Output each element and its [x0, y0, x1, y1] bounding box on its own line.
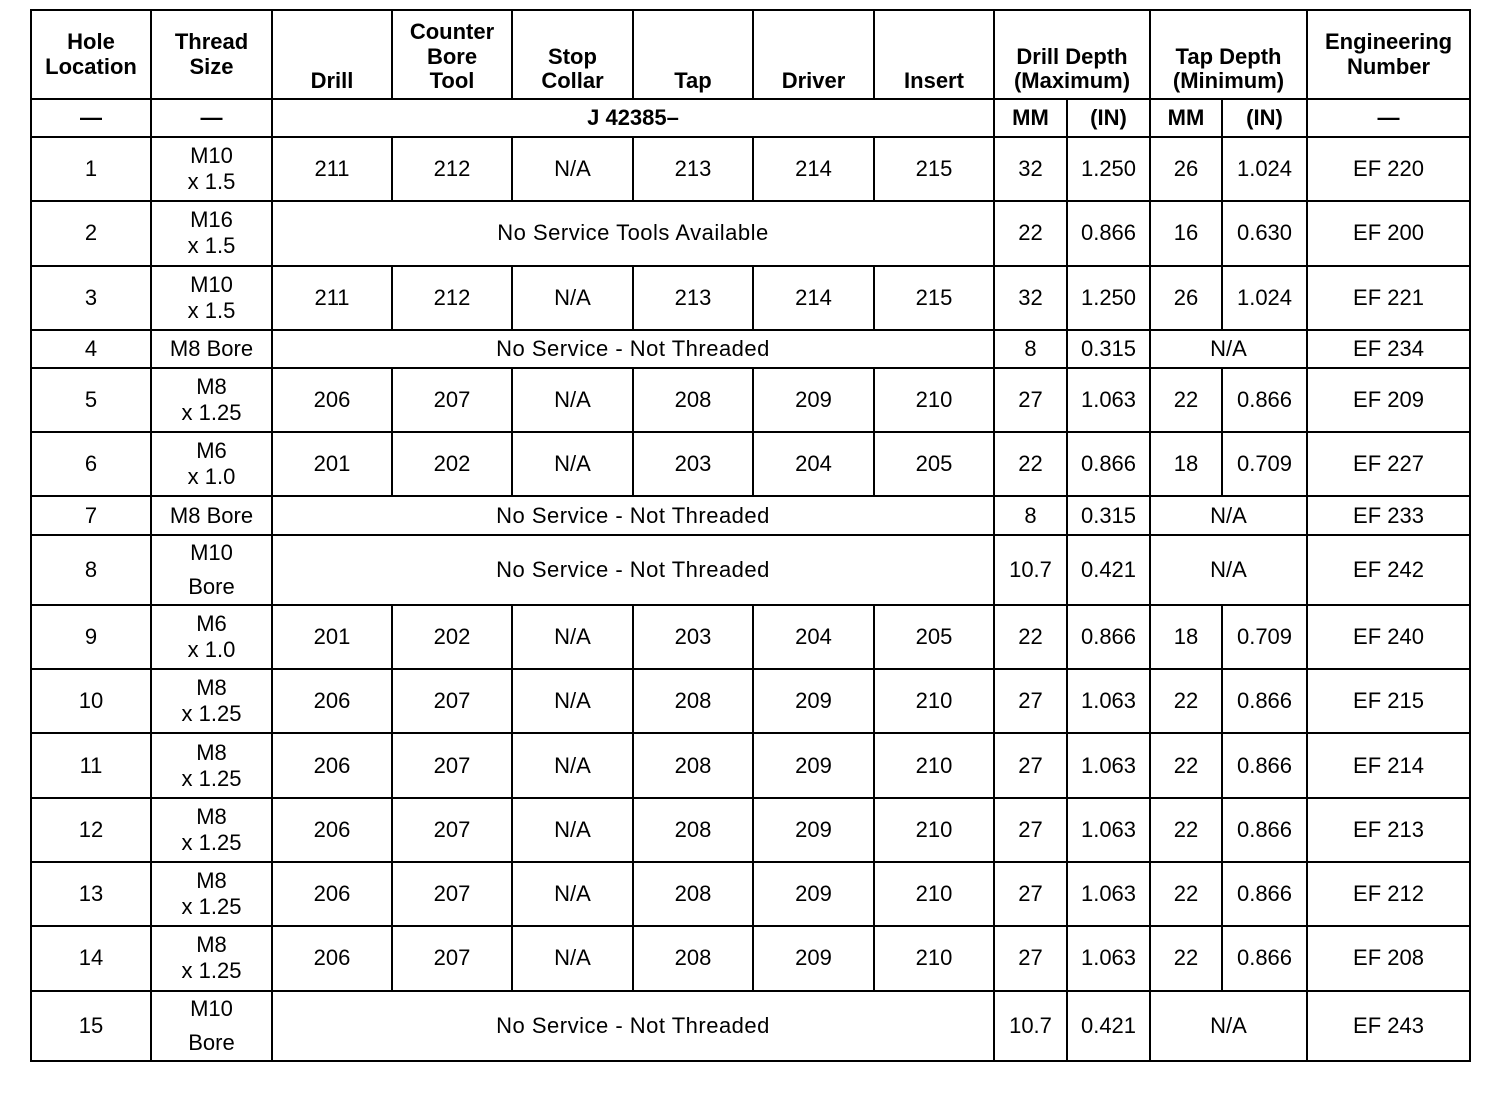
thread-size-cell [151, 330, 272, 368]
tap-depth-mm-cell: 22 [1150, 862, 1222, 926]
hole-location-cell: 6 [31, 432, 151, 496]
unit-tap-depth-mm: MM [1150, 99, 1222, 137]
stop-collar-cell: N/A [512, 432, 633, 496]
hole-location-cell: 7 [31, 496, 151, 534]
drill-depth-in-cell: 0.315 [1067, 330, 1150, 368]
thread-size-cell [151, 605, 272, 669]
thread-repair-table [30, 9, 1471, 1062]
tap-depth-in-cell: 0.866 [1222, 368, 1307, 432]
hole-location-cell: 10 [31, 669, 151, 733]
hole-location-cell: 13 [31, 862, 151, 926]
tool-number-prefix: J 42385– [272, 99, 994, 137]
hole-location-cell: 11 [31, 733, 151, 797]
drill-cell: 206 [272, 862, 392, 926]
engineering-number-cell: EF 221 [1307, 266, 1470, 330]
tap-depth-na-cell: N/A [1150, 330, 1307, 368]
table-row [31, 926, 1470, 990]
tap-depth-mm-cell: 22 [1150, 669, 1222, 733]
stop-collar-cell: N/A [512, 605, 633, 669]
drill-depth-in-cell: 0.421 [1067, 535, 1150, 605]
drill-depth-in-cell: 1.250 [1067, 137, 1150, 201]
hole-location-cell: 14 [31, 926, 151, 990]
stop-collar-cell: N/A [512, 137, 633, 201]
hole-location-cell: 9 [31, 605, 151, 669]
unit-thread-size: — [151, 99, 272, 137]
unit-tap-depth-in: (IN) [1222, 99, 1307, 137]
drill-depth-mm-cell: 27 [994, 862, 1067, 926]
units-row [31, 99, 1470, 137]
tap-depth-mm-cell: 16 [1150, 201, 1222, 265]
tap-cell: 213 [633, 137, 753, 201]
thread-size-line: M8 [196, 675, 227, 701]
driver-cell: 209 [753, 669, 874, 733]
drill-depth-in-cell: 1.063 [1067, 733, 1150, 797]
drill-depth-mm-cell: 32 [994, 266, 1067, 330]
header-engineering-number: Engineering Number [1307, 10, 1470, 99]
thread-size-line: x 1.5 [187, 233, 236, 259]
driver-cell: 209 [753, 926, 874, 990]
hole-location-cell: 1 [31, 137, 151, 201]
engineering-number-cell: EF 212 [1307, 862, 1470, 926]
tap-cell: 203 [633, 605, 753, 669]
counter-bore-cell: 207 [392, 926, 512, 990]
counter-bore-cell: 207 [392, 368, 512, 432]
thread-size-line: M16 [190, 207, 233, 233]
thread-size-line: M8 Bore [169, 335, 254, 361]
insert-cell: 210 [874, 733, 994, 797]
header-hole-location: Hole Location [31, 10, 151, 99]
counter-bore-cell: 212 [392, 137, 512, 201]
thread-size-cell [151, 926, 272, 990]
insert-cell: 205 [874, 432, 994, 496]
thread-size-cell [151, 201, 272, 265]
thread-size-line: M8 [196, 374, 227, 400]
drill-depth-mm-cell: 27 [994, 669, 1067, 733]
thread-size-line: M8 [196, 803, 227, 829]
table-row [31, 201, 1470, 265]
tap-depth-in-cell: 0.709 [1222, 605, 1307, 669]
tap-cell: 208 [633, 669, 753, 733]
thread-size-line: Bore [188, 1029, 235, 1055]
table-row [31, 368, 1470, 432]
service-note-cell: No Service Tools Available [272, 201, 994, 265]
tap-cell: 213 [633, 266, 753, 330]
driver-cell: 214 [753, 266, 874, 330]
tap-depth-na-cell: N/A [1150, 496, 1307, 534]
thread-size-cell [151, 266, 272, 330]
stop-collar-cell: N/A [512, 669, 633, 733]
engineering-number-cell: EF 213 [1307, 798, 1470, 862]
header-counter-bore-tool: Counter Bore Tool [392, 10, 512, 99]
thread-size-line: x 1.0 [187, 637, 236, 663]
engineering-number-cell: EF 243 [1307, 991, 1470, 1061]
drill-cell: 206 [272, 733, 392, 797]
unit-engineering: — [1307, 99, 1470, 137]
header-tap: Tap [633, 10, 753, 99]
tap-depth-mm-cell: 18 [1150, 605, 1222, 669]
drill-depth-mm-cell: 10.7 [994, 991, 1067, 1061]
table-row [31, 266, 1470, 330]
thread-size-line: M6 [196, 438, 227, 464]
tap-depth-mm-cell: 22 [1150, 733, 1222, 797]
service-note-cell: No Service - Not Threaded [272, 991, 994, 1061]
thread-size-line: x 1.5 [187, 169, 236, 195]
insert-cell: 210 [874, 368, 994, 432]
unit-drill-depth-mm: MM [994, 99, 1067, 137]
thread-size-line: x 1.25 [181, 701, 242, 727]
thread-size-line: x 1.25 [181, 829, 242, 855]
tap-depth-in-cell: 0.866 [1222, 862, 1307, 926]
header-tap-depth: Tap Depth (Minimum) [1150, 10, 1307, 99]
tap-depth-in-cell: 0.866 [1222, 669, 1307, 733]
tap-depth-mm-cell: 26 [1150, 266, 1222, 330]
thread-size-line: M10 [190, 143, 233, 169]
unit-hole-location: — [31, 99, 151, 137]
tap-cell: 208 [633, 368, 753, 432]
counter-bore-cell: 207 [392, 862, 512, 926]
table-row [31, 798, 1470, 862]
counter-bore-cell: 207 [392, 798, 512, 862]
thread-size-cell [151, 669, 272, 733]
tap-depth-mm-cell: 22 [1150, 926, 1222, 990]
counter-bore-cell: 207 [392, 733, 512, 797]
engineering-number-cell: EF 242 [1307, 535, 1470, 605]
thread-size-line: M10 [190, 271, 233, 297]
drill-depth-in-cell: 1.063 [1067, 862, 1150, 926]
thread-size-cell [151, 368, 272, 432]
drill-depth-in-cell: 0.421 [1067, 991, 1150, 1061]
table-row [31, 432, 1470, 496]
tap-cell: 208 [633, 733, 753, 797]
drill-cell: 206 [272, 669, 392, 733]
counter-bore-cell: 202 [392, 605, 512, 669]
stop-collar-cell: N/A [512, 926, 633, 990]
table-row [31, 669, 1470, 733]
table-row [31, 605, 1470, 669]
drill-depth-mm-cell: 32 [994, 137, 1067, 201]
driver-cell: 209 [753, 862, 874, 926]
tap-depth-in-cell: 0.709 [1222, 432, 1307, 496]
thread-size-cell [151, 496, 272, 534]
tap-depth-mm-cell: 22 [1150, 368, 1222, 432]
insert-cell: 210 [874, 669, 994, 733]
tap-depth-in-cell: 0.866 [1222, 798, 1307, 862]
header-drill-depth: Drill Depth (Maximum) [994, 10, 1150, 99]
thread-size-cell [151, 535, 272, 605]
drill-depth-mm-cell: 10.7 [994, 535, 1067, 605]
table-row [31, 137, 1470, 201]
hole-location-cell: 8 [31, 535, 151, 605]
drill-cell: 206 [272, 368, 392, 432]
thread-size-line: Bore [188, 573, 235, 599]
engineering-number-cell: EF 215 [1307, 669, 1470, 733]
thread-size-line: x 1.5 [187, 297, 236, 323]
stop-collar-cell: N/A [512, 862, 633, 926]
insert-cell: 205 [874, 605, 994, 669]
thread-size-line: x 1.25 [181, 765, 242, 791]
engineering-number-cell: EF 220 [1307, 137, 1470, 201]
drill-depth-mm-cell: 22 [994, 201, 1067, 265]
thread-size-line: M10 [190, 995, 233, 1021]
thread-size-cell [151, 137, 272, 201]
drill-cell: 201 [272, 432, 392, 496]
hole-location-cell: 12 [31, 798, 151, 862]
hole-location-cell: 15 [31, 991, 151, 1061]
drill-depth-in-cell: 1.063 [1067, 368, 1150, 432]
drill-depth-in-cell: 0.866 [1067, 605, 1150, 669]
table-row [31, 535, 1470, 605]
thread-size-cell [151, 798, 272, 862]
tap-depth-in-cell: 1.024 [1222, 137, 1307, 201]
tap-depth-mm-cell: 18 [1150, 432, 1222, 496]
table-row [31, 496, 1470, 534]
tap-depth-na-cell: N/A [1150, 991, 1307, 1061]
engineering-number-cell: EF 214 [1307, 733, 1470, 797]
thread-size-line: M8 Bore [169, 502, 254, 528]
tap-depth-mm-cell: 22 [1150, 798, 1222, 862]
insert-cell: 210 [874, 926, 994, 990]
header-driver: Driver [753, 10, 874, 99]
drill-depth-in-cell: 0.866 [1067, 201, 1150, 265]
insert-cell: 210 [874, 798, 994, 862]
drill-depth-mm-cell: 27 [994, 733, 1067, 797]
stop-collar-cell: N/A [512, 798, 633, 862]
table-row [31, 862, 1470, 926]
table-row [31, 330, 1470, 368]
driver-cell: 214 [753, 137, 874, 201]
service-note-cell: No Service - Not Threaded [272, 535, 994, 605]
stop-collar-cell: N/A [512, 266, 633, 330]
drill-cell: 201 [272, 605, 392, 669]
tap-depth-in-cell: 0.866 [1222, 926, 1307, 990]
hole-location-cell: 5 [31, 368, 151, 432]
engineering-number-cell: EF 227 [1307, 432, 1470, 496]
header-thread-size: Thread Size [151, 10, 272, 99]
tap-cell: 208 [633, 862, 753, 926]
table-body [31, 137, 1470, 1061]
engineering-number-cell: EF 209 [1307, 368, 1470, 432]
drill-depth-mm-cell: 27 [994, 798, 1067, 862]
insert-cell: 215 [874, 266, 994, 330]
driver-cell: 209 [753, 733, 874, 797]
drill-depth-in-cell: 1.063 [1067, 798, 1150, 862]
thread-size-line: M10 [190, 539, 233, 565]
thread-size-cell [151, 991, 272, 1061]
drill-depth-in-cell: 1.063 [1067, 669, 1150, 733]
service-note-cell: No Service - Not Threaded [272, 330, 994, 368]
stop-collar-cell: N/A [512, 733, 633, 797]
counter-bore-cell: 202 [392, 432, 512, 496]
counter-bore-cell: 212 [392, 266, 512, 330]
thread-size-line: x 1.25 [181, 400, 242, 426]
driver-cell: 204 [753, 605, 874, 669]
tap-depth-na-cell: N/A [1150, 535, 1307, 605]
thread-size-cell [151, 862, 272, 926]
tap-depth-in-cell: 0.630 [1222, 201, 1307, 265]
insert-cell: 210 [874, 862, 994, 926]
tap-depth-in-cell: 1.024 [1222, 266, 1307, 330]
drill-cell: 206 [272, 926, 392, 990]
header-drill: Drill [272, 10, 392, 99]
thread-size-cell [151, 733, 272, 797]
tap-depth-mm-cell: 26 [1150, 137, 1222, 201]
tap-depth-in-cell: 0.866 [1222, 733, 1307, 797]
thread-size-line: M6 [196, 611, 227, 637]
driver-cell: 209 [753, 368, 874, 432]
tap-cell: 203 [633, 432, 753, 496]
engineering-number-cell: EF 200 [1307, 201, 1470, 265]
drill-depth-in-cell: 0.866 [1067, 432, 1150, 496]
drill-depth-mm-cell: 22 [994, 605, 1067, 669]
drill-cell: 211 [272, 266, 392, 330]
drill-depth-mm-cell: 27 [994, 368, 1067, 432]
counter-bore-cell: 207 [392, 669, 512, 733]
thread-size-line: M8 [196, 932, 227, 958]
engineering-number-cell: EF 208 [1307, 926, 1470, 990]
drill-depth-mm-cell: 22 [994, 432, 1067, 496]
drill-depth-in-cell: 0.315 [1067, 496, 1150, 534]
drill-depth-mm-cell: 8 [994, 330, 1067, 368]
drill-depth-mm-cell: 8 [994, 496, 1067, 534]
table-row [31, 733, 1470, 797]
tap-cell: 208 [633, 926, 753, 990]
drill-depth-mm-cell: 27 [994, 926, 1067, 990]
thread-size-line: x 1.25 [181, 958, 242, 984]
drill-depth-in-cell: 1.063 [1067, 926, 1150, 990]
driver-cell: 209 [753, 798, 874, 862]
insert-cell: 215 [874, 137, 994, 201]
table-row [31, 991, 1470, 1061]
header-stop-collar: Stop Collar [512, 10, 633, 99]
engineering-number-cell: EF 233 [1307, 496, 1470, 534]
engineering-number-cell: EF 234 [1307, 330, 1470, 368]
engineering-number-cell: EF 240 [1307, 605, 1470, 669]
thread-size-line: x 1.25 [181, 894, 242, 920]
thread-size-cell [151, 432, 272, 496]
drill-depth-in-cell: 1.250 [1067, 266, 1150, 330]
thread-size-line: M8 [196, 739, 227, 765]
hole-location-cell: 3 [31, 266, 151, 330]
tap-cell: 208 [633, 798, 753, 862]
service-note-cell: No Service - Not Threaded [272, 496, 994, 534]
driver-cell: 204 [753, 432, 874, 496]
drill-cell: 211 [272, 137, 392, 201]
header-row [31, 10, 1470, 99]
header-insert: Insert [874, 10, 994, 99]
stop-collar-cell: N/A [512, 368, 633, 432]
unit-drill-depth-in: (IN) [1067, 99, 1150, 137]
thread-size-line: x 1.0 [187, 464, 236, 490]
hole-location-cell: 4 [31, 330, 151, 368]
hole-location-cell: 2 [31, 201, 151, 265]
drill-cell: 206 [272, 798, 392, 862]
thread-size-line: M8 [196, 868, 227, 894]
